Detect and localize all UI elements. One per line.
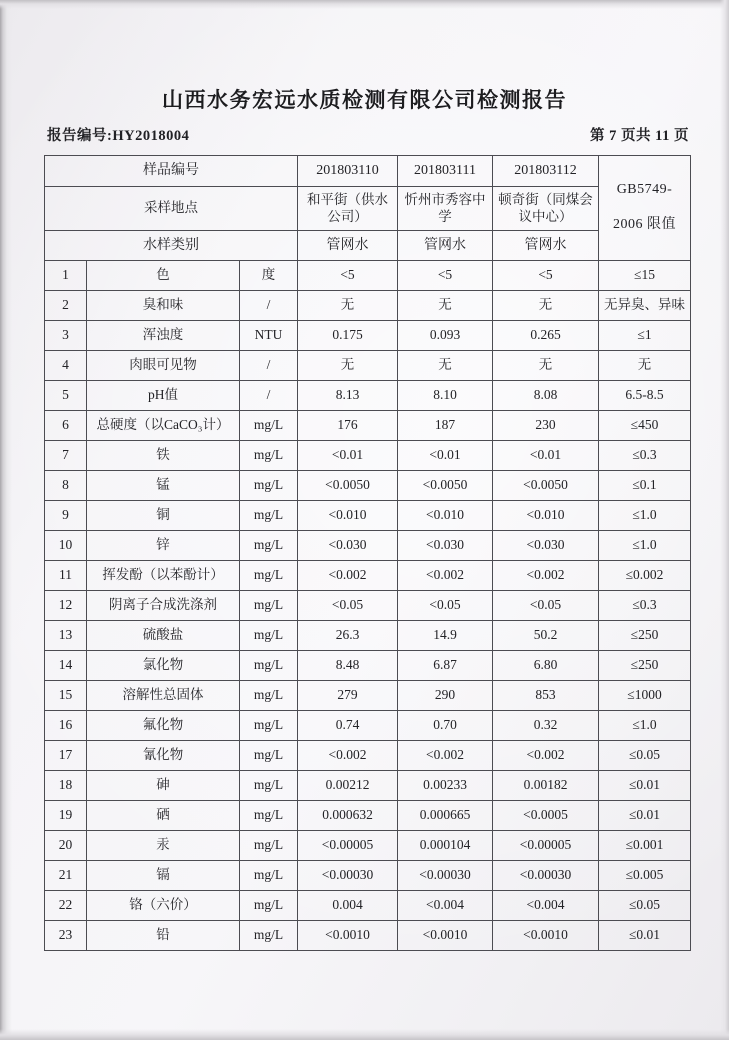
sample1-value: <0.030 xyxy=(298,531,398,561)
sample3-value: 853 xyxy=(493,681,599,711)
parameter-name: 汞 xyxy=(87,831,240,861)
sample2-value: <0.00030 xyxy=(398,861,493,891)
table-row xyxy=(45,411,691,441)
unit: mg/L xyxy=(240,651,298,681)
limit-value: ≤0.3 xyxy=(599,441,691,471)
page-indicator: 第 7 页共 11 页 xyxy=(590,128,689,144)
table-row xyxy=(45,591,691,621)
row-index: 17 xyxy=(45,741,87,771)
unit: mg/L xyxy=(240,441,298,471)
limit-value: ≤0.05 xyxy=(599,741,691,771)
sample2-value: <0.002 xyxy=(398,561,493,591)
row-index: 14 xyxy=(45,651,87,681)
table-row xyxy=(45,291,691,321)
parameter-name: 总硬度（以CaCO₃计） xyxy=(87,411,240,441)
parameter-name: 铬（六价） xyxy=(87,891,240,921)
water-type-2: 管网水 xyxy=(398,231,493,261)
limit-header-gap xyxy=(602,199,687,217)
sample2-value: 无 xyxy=(398,351,493,381)
limit-value: ≤0.05 xyxy=(599,891,691,921)
limit-value: ≤0.001 xyxy=(599,831,691,861)
limit-value: ≤1.0 xyxy=(599,711,691,741)
limit-value: ≤1.0 xyxy=(599,501,691,531)
sample3-value: <0.010 xyxy=(493,501,599,531)
sample3-value: 无 xyxy=(493,351,599,381)
sample3-value: <0.002 xyxy=(493,741,599,771)
limit-value: ≤0.01 xyxy=(599,921,691,951)
sample2-value: <0.0010 xyxy=(398,921,493,951)
parameter-name: 铅 xyxy=(87,921,240,951)
report-number: 报告编号:HY2018004 xyxy=(47,128,190,144)
sample1-value: <0.0050 xyxy=(298,471,398,501)
sample1-value: <0.002 xyxy=(298,741,398,771)
table-row xyxy=(45,831,691,861)
table-row xyxy=(45,351,691,381)
parameter-name: 氰化物 xyxy=(87,741,240,771)
table-row xyxy=(45,381,691,411)
sample3-value: <0.05 xyxy=(493,591,599,621)
sample2-value: <0.0050 xyxy=(398,471,493,501)
table-row xyxy=(45,441,691,471)
standard-limit-label: 2006 限值 xyxy=(613,217,676,232)
unit: mg/L xyxy=(240,921,298,951)
table-row xyxy=(45,921,691,951)
table-row xyxy=(45,801,691,831)
row-index: 6 xyxy=(45,411,87,441)
paper-edge-shadow-left xyxy=(0,0,12,1040)
table-row xyxy=(45,711,691,741)
limit-value: ≤0.3 xyxy=(599,591,691,621)
sample3-value: 无 xyxy=(493,291,599,321)
table-row xyxy=(45,891,691,921)
sample3-value: <0.00005 xyxy=(493,831,599,861)
table-row xyxy=(45,771,691,801)
sample3-value: 230 xyxy=(493,411,599,441)
unit: mg/L xyxy=(240,531,298,561)
sample3-value: 8.08 xyxy=(493,381,599,411)
sample-no-label: 样品编号 xyxy=(45,156,298,187)
limit-value: ≤0.1 xyxy=(599,471,691,501)
row-index: 20 xyxy=(45,831,87,861)
row-index: 22 xyxy=(45,891,87,921)
sample1-value: 0.004 xyxy=(298,891,398,921)
sample1-value: <0.0010 xyxy=(298,921,398,951)
table-row xyxy=(45,501,691,531)
sample-no-2: 201803111 xyxy=(398,156,493,187)
sample2-value: 0.093 xyxy=(398,321,493,351)
sample1-value: <0.05 xyxy=(298,591,398,621)
sample1-value: 0.000632 xyxy=(298,801,398,831)
sample3-value: 6.80 xyxy=(493,651,599,681)
parameter-name: 氟化物 xyxy=(87,711,240,741)
limit-value: ≤450 xyxy=(599,411,691,441)
row-index: 5 xyxy=(45,381,87,411)
limit-value: ≤1000 xyxy=(599,681,691,711)
limit-value: ≤250 xyxy=(599,621,691,651)
sample2-value: <0.05 xyxy=(398,591,493,621)
table-row xyxy=(45,561,691,591)
row-index: 21 xyxy=(45,861,87,891)
table-row xyxy=(45,621,691,651)
sample1-value: 176 xyxy=(298,411,398,441)
sample3-value: 50.2 xyxy=(493,621,599,651)
parameter-name: 臭和味 xyxy=(87,291,240,321)
row-index: 9 xyxy=(45,501,87,531)
unit: / xyxy=(240,381,298,411)
unit: / xyxy=(240,351,298,381)
unit: mg/L xyxy=(240,561,298,591)
unit: mg/L xyxy=(240,831,298,861)
sample3-value: <0.002 xyxy=(493,561,599,591)
sample2-value: 187 xyxy=(398,411,493,441)
row-index: 4 xyxy=(45,351,87,381)
parameter-name: 色 xyxy=(87,261,240,291)
sample2-value: 290 xyxy=(398,681,493,711)
row-index: 15 xyxy=(45,681,87,711)
unit: mg/L xyxy=(240,501,298,531)
table-row xyxy=(45,261,691,291)
row-index: 2 xyxy=(45,291,87,321)
sample3-value: <0.01 xyxy=(493,441,599,471)
row-index: 1 xyxy=(45,261,87,291)
sample1-value: 0.74 xyxy=(298,711,398,741)
sample2-value: 0.00233 xyxy=(398,771,493,801)
sample1-value: 0.00212 xyxy=(298,771,398,801)
sample3-value: 0.32 xyxy=(493,711,599,741)
unit: mg/L xyxy=(240,681,298,711)
row-index: 16 xyxy=(45,711,87,741)
sample1-value: 无 xyxy=(298,351,398,381)
sample2-value: 8.10 xyxy=(398,381,493,411)
sample1-value: <0.002 xyxy=(298,561,398,591)
parameter-name: 砷 xyxy=(87,771,240,801)
row-index: 18 xyxy=(45,771,87,801)
unit: mg/L xyxy=(240,621,298,651)
header-row-sample-no xyxy=(45,156,691,187)
limit-value: ≤250 xyxy=(599,651,691,681)
limit-value: 6.5-8.5 xyxy=(599,381,691,411)
paper-edge-shadow-top xyxy=(0,0,729,9)
limit-value: 无 xyxy=(599,351,691,381)
sample2-value: 0.70 xyxy=(398,711,493,741)
unit: mg/L xyxy=(240,591,298,621)
sample1-value: <5 xyxy=(298,261,398,291)
parameter-name: 铜 xyxy=(87,501,240,531)
row-index: 23 xyxy=(45,921,87,951)
parameter-name: 硫酸盐 xyxy=(87,621,240,651)
sample2-value: <0.01 xyxy=(398,441,493,471)
sample1-value: 无 xyxy=(298,291,398,321)
table-row xyxy=(45,651,691,681)
table-row xyxy=(45,681,691,711)
limit-value: ≤1 xyxy=(599,321,691,351)
unit: / xyxy=(240,291,298,321)
sample3-value: 0.00182 xyxy=(493,771,599,801)
limit-value: ≤0.01 xyxy=(599,801,691,831)
row-index: 3 xyxy=(45,321,87,351)
standard-code: GB5749- xyxy=(616,182,673,198)
limit-value: ≤1.0 xyxy=(599,531,691,561)
table-row xyxy=(45,741,691,771)
table-row xyxy=(45,471,691,501)
sample1-value: 0.175 xyxy=(298,321,398,351)
sample1-value: 8.48 xyxy=(298,651,398,681)
sample3-value: <0.0050 xyxy=(493,471,599,501)
page-title: 山西水务宏远水质检测有限公司检测报告 xyxy=(162,88,567,112)
sample2-value: <5 xyxy=(398,261,493,291)
paper-edge-shadow-right xyxy=(720,0,729,1040)
sample1-value: <0.00030 xyxy=(298,861,398,891)
sample-no-1: 201803110 xyxy=(298,156,398,187)
parameter-name: 阴离子合成洗涤剂 xyxy=(87,591,240,621)
sample1-value: <0.01 xyxy=(298,441,398,471)
limit-value: 无异臭、异味 xyxy=(599,291,691,321)
location-3: 顿奇街（同煤会议中心） xyxy=(493,187,599,231)
report-meta-row xyxy=(47,124,689,145)
row-index: 8 xyxy=(45,471,87,501)
parameter-name: 氯化物 xyxy=(87,651,240,681)
row-index: 10 xyxy=(45,531,87,561)
limit-value: ≤0.002 xyxy=(599,561,691,591)
table-row xyxy=(45,861,691,891)
unit: mg/L xyxy=(240,891,298,921)
sample1-value: <0.010 xyxy=(298,501,398,531)
parameter-name: 溶解性总固体 xyxy=(87,681,240,711)
row-index: 12 xyxy=(45,591,87,621)
parameter-name: 硒 xyxy=(87,801,240,831)
sample3-value: <0.004 xyxy=(493,891,599,921)
parameter-name: 浑浊度 xyxy=(87,321,240,351)
sample3-value: <0.030 xyxy=(493,531,599,561)
sample3-value: <0.0005 xyxy=(493,801,599,831)
sample2-value: <0.010 xyxy=(398,501,493,531)
unit: mg/L xyxy=(240,411,298,441)
paper-edge-shadow-bottom xyxy=(0,1029,729,1040)
header-row-location xyxy=(45,187,691,231)
standard-limit-header xyxy=(599,156,691,261)
sample2-value: 无 xyxy=(398,291,493,321)
limit-value: ≤15 xyxy=(599,261,691,291)
location-1: 和平街（供水公司） xyxy=(298,187,398,231)
sample1-value: 279 xyxy=(298,681,398,711)
parameter-name: 挥发酚（以苯酚计） xyxy=(87,561,240,591)
sample3-value: <5 xyxy=(493,261,599,291)
parameter-name: 锰 xyxy=(87,471,240,501)
water-type-1: 管网水 xyxy=(298,231,398,261)
sample3-value: <0.0010 xyxy=(493,921,599,951)
sample2-value: 14.9 xyxy=(398,621,493,651)
location-label: 采样地点 xyxy=(45,187,298,231)
parameter-name: 锌 xyxy=(87,531,240,561)
sample1-value: 26.3 xyxy=(298,621,398,651)
sample3-value: <0.00030 xyxy=(493,861,599,891)
unit: mg/L xyxy=(240,771,298,801)
sample1-value: <0.00005 xyxy=(298,831,398,861)
table-row xyxy=(45,321,691,351)
unit: mg/L xyxy=(240,861,298,891)
unit: 度 xyxy=(240,261,298,291)
results-tbody xyxy=(45,156,691,951)
unit: NTU xyxy=(240,321,298,351)
location-2: 忻州市秀容中学 xyxy=(398,187,493,231)
row-index: 7 xyxy=(45,441,87,471)
sample2-value: 6.87 xyxy=(398,651,493,681)
unit: mg/L xyxy=(240,801,298,831)
unit: mg/L xyxy=(240,741,298,771)
parameter-name: 镉 xyxy=(87,861,240,891)
unit: mg/L xyxy=(240,711,298,741)
parameter-name: pH值 xyxy=(87,381,240,411)
sample3-value: 0.265 xyxy=(493,321,599,351)
limit-value: ≤0.01 xyxy=(599,771,691,801)
table-row xyxy=(45,531,691,561)
row-index: 19 xyxy=(45,801,87,831)
sample2-value: <0.004 xyxy=(398,891,493,921)
parameter-name: 铁 xyxy=(87,441,240,471)
water-type-label: 水样类别 xyxy=(45,231,298,261)
unit: mg/L xyxy=(240,471,298,501)
parameter-name: 肉眼可见物 xyxy=(87,351,240,381)
sample1-value: 8.13 xyxy=(298,381,398,411)
water-type-3: 管网水 xyxy=(493,231,599,261)
sample2-value: <0.030 xyxy=(398,531,493,561)
sample2-value: 0.000665 xyxy=(398,801,493,831)
sample-no-3: 201803112 xyxy=(493,156,599,187)
row-index: 11 xyxy=(45,561,87,591)
results-table xyxy=(44,155,691,951)
sample2-value: <0.002 xyxy=(398,741,493,771)
row-index: 13 xyxy=(45,621,87,651)
sample2-value: 0.000104 xyxy=(398,831,493,861)
limit-value: ≤0.005 xyxy=(599,861,691,891)
header-row-water-type xyxy=(45,231,691,261)
